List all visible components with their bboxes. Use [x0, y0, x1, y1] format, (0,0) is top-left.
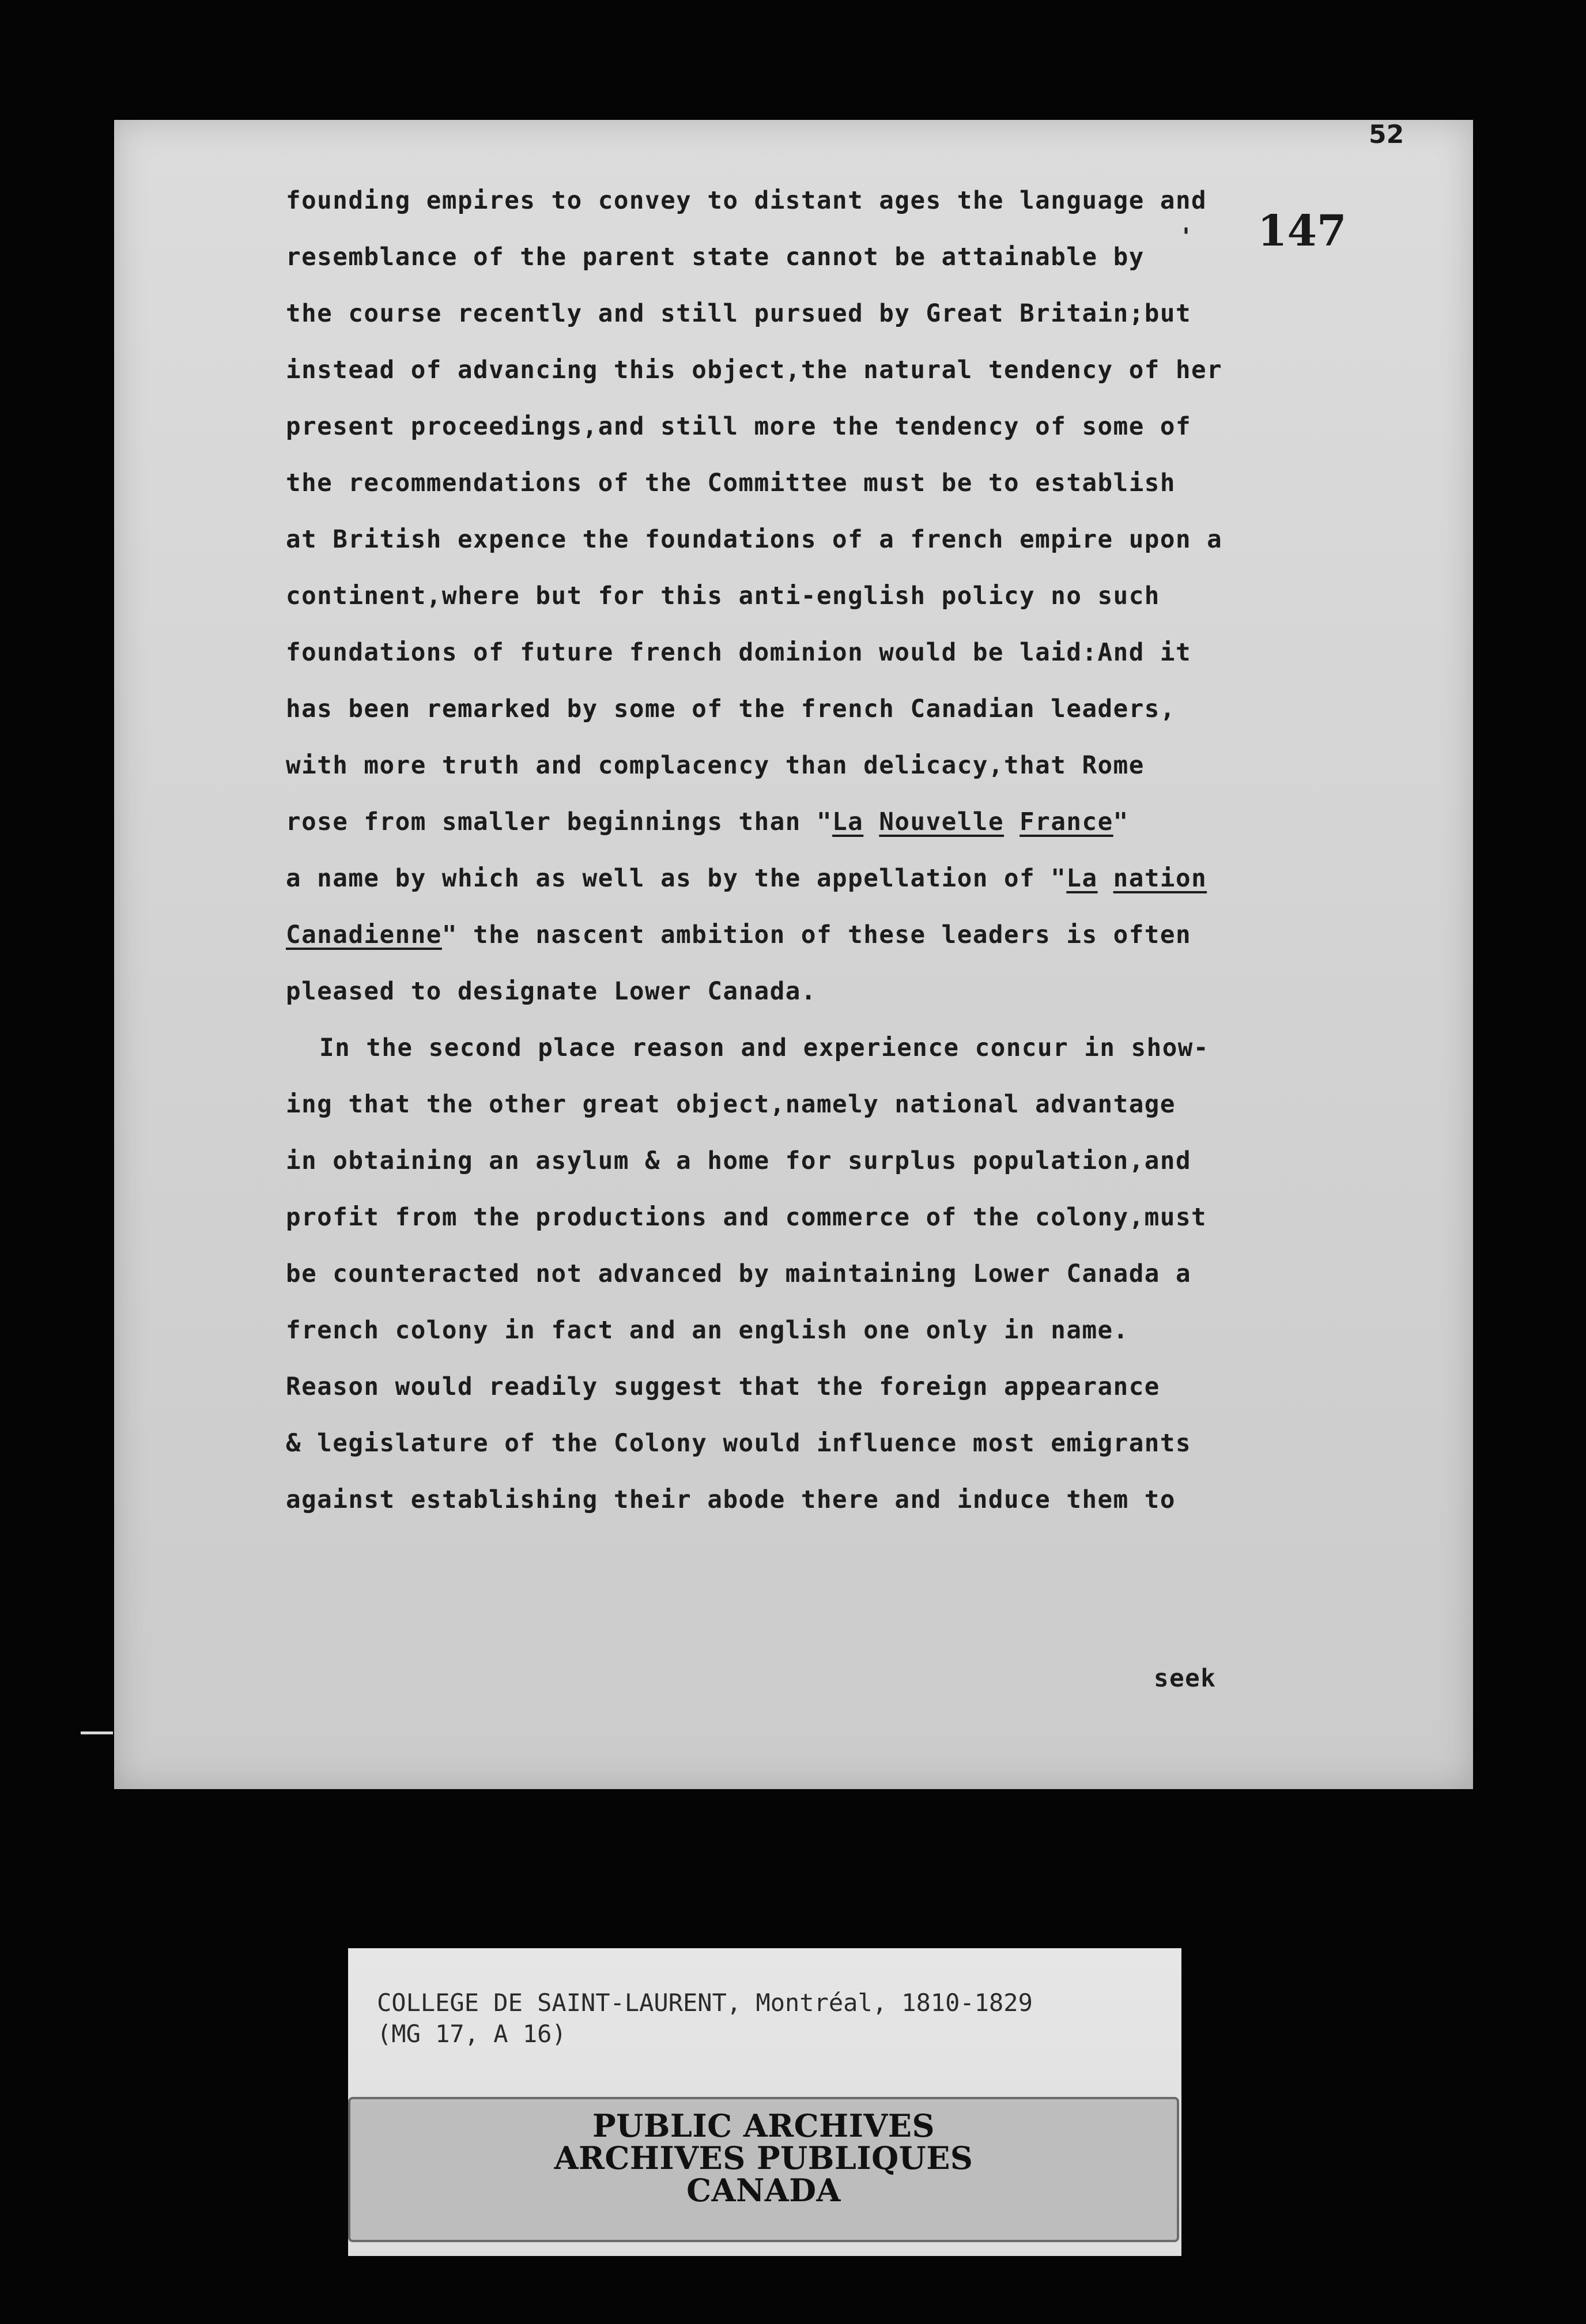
text-segment: continent,where but for this anti-english policy no such [286, 582, 1160, 610]
text-segment: with more truth and complacency than delicacy,that Rome [286, 752, 1145, 780]
text-segment [1004, 808, 1019, 836]
text-line [286, 851, 1352, 907]
text-segment: foundations of future french dominion would be laid:And it [286, 639, 1192, 667]
text-segment: In the second place reason and experience concur in show- [319, 1034, 1209, 1062]
text-segment: founding empires to convey to distant ages the language and [286, 187, 1207, 215]
text-segment: present proceedings,and still more the tendency of some of [286, 413, 1192, 441]
archive-label-card [348, 1948, 1181, 2256]
text-segment: in obtaining an asylum & a home for surplus population,and [286, 1147, 1192, 1175]
text-line [286, 1077, 1352, 1133]
text-line [286, 1416, 1352, 1472]
stray-mark: ' [1179, 224, 1194, 250]
text-line [286, 173, 1352, 229]
text-line [286, 964, 1352, 1020]
text-segment: be counteracted not advanced by maintaining Lower Canada a [286, 1260, 1192, 1288]
text-segment: against establishing their abode there and induce them to [286, 1486, 1176, 1514]
text-segment: french colony in fact and an english one only in name. [286, 1316, 1129, 1345]
typed-text-body [286, 173, 1352, 1529]
text-segment [1098, 865, 1113, 893]
text-segment: " [1113, 808, 1129, 836]
text-line [286, 568, 1352, 625]
text-line [286, 1133, 1352, 1190]
text-segment: " the nascent ambition of these leaders is often [441, 921, 1192, 949]
text-line [286, 342, 1352, 399]
text-line [286, 399, 1352, 455]
underlined-text: La [832, 808, 864, 836]
underlined-text: France [1019, 808, 1113, 836]
text-line [286, 1303, 1352, 1359]
text-line [286, 907, 1352, 964]
text-line [286, 1359, 1352, 1416]
text-segment: rose from smaller beginnings than " [286, 808, 833, 836]
text-segment [863, 808, 879, 836]
text-line [286, 1246, 1352, 1303]
text-segment: profit from the productions and commerce of the colony,must [286, 1204, 1207, 1232]
text-line [286, 738, 1352, 794]
text-line [286, 681, 1352, 738]
text-segment: pleased to designate Lower Canada. [286, 978, 817, 1006]
film-edge-mark [81, 1731, 113, 1734]
text-line [286, 512, 1352, 568]
text-segment: Reason would readily suggest that the foreign appearance [286, 1373, 1160, 1401]
collection-reference: (MG 17, A 16) [377, 2020, 567, 2048]
text-segment: instead of advancing this object,the natural tendency of her [286, 356, 1223, 384]
text-segment: the course recently and still pursued by Great Britain;but [286, 300, 1192, 328]
underlined-text: La [1066, 865, 1098, 893]
underlined-text: Canadienne [286, 921, 442, 949]
text-line [286, 455, 1352, 512]
text-line [286, 1020, 1352, 1077]
text-segment: the recommendations of the Committee must be to establish [286, 469, 1176, 497]
text-segment: & legislature of the Colony would influence most emigrants [286, 1429, 1192, 1458]
underlined-text: Nouvelle [879, 808, 1005, 836]
stamp-line-3: CANADA [686, 2172, 841, 2209]
page-number-small: 52 [1369, 120, 1404, 149]
stamp-line-1: PUBLIC ARCHIVES [592, 2107, 935, 2144]
stamp-line-2: ARCHIVES PUBLIQUES [554, 2140, 973, 2176]
text-line [286, 794, 1352, 851]
text-line [286, 1190, 1352, 1246]
text-segment: has been remarked by some of the french Canadian leaders, [286, 695, 1176, 723]
underlined-text: nation [1113, 865, 1207, 893]
text-line [286, 286, 1352, 342]
text-segment: at British expence the foundations of a french empire upon a [286, 526, 1223, 554]
text-segment: a name by which as well as by the appellation of " [286, 865, 1067, 893]
text-line [286, 625, 1352, 681]
collection-title: COLLEGE DE SAINT-LAURENT, Montréal, 1810-1829 [377, 1989, 1033, 2017]
text-segment: resemblance of the parent state cannot be attainable by [286, 243, 1145, 271]
catchword: seek [1154, 1665, 1217, 1693]
text-line [286, 229, 1352, 286]
text-segment: ing that the other great object,namely national advantage [286, 1091, 1176, 1119]
archives-stamp [348, 2097, 1179, 2242]
page-number-large: 147 [1258, 206, 1347, 256]
text-line [286, 1472, 1352, 1529]
